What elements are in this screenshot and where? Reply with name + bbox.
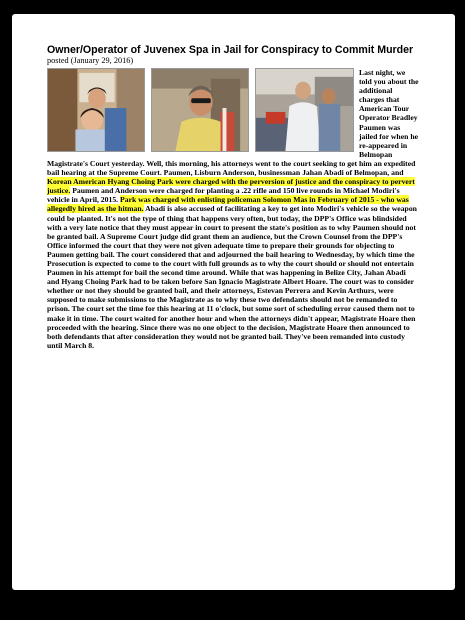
photo-woman-escorted: [47, 68, 145, 152]
posted-date: posted (January 29, 2016): [47, 56, 134, 65]
document-page: [12, 14, 455, 590]
body-text-1: Last night, we told you about the additional charges that American Tour Operator Bradley Paumen was jailed for when he re-appeared in Belmopan Magistrate's Court yesterday. Well, this morning, his attorneys went to the court seeking to get him an expedited bail hearing at the Supreme Court. Paumen, Lisburn Anderson, businessman Jahan Abadi of Belmopan, and: [47, 68, 419, 178]
article: [47, 44, 419, 350]
highlighted-hitman-detail: Park was charged with enlisting policeman Solomon Mas in February of 2015 - who was allegedly hired as the hitman.: [47, 195, 409, 214]
highlighted-charge-park: Korean American Hyang Choing Park were charged with the perversion of justice and the conspiracy to pervert justice.: [47, 177, 415, 196]
body-text-3: Abadi is also accused of facilitating a key to get into Modiri's vehicle so the weapon could be planted. It's not the type of thing that happens very often, but today, the DPP's Office was blindsided with a very late notice that they must appear in court to present the state's position as to why Paumen should not be granted bail. A Supreme Court judge did grant them an audience, but the Crown Counsel from the DPP's Office informed the court that they were not given adequate time to prepare their grounds for objecting to Paumen getting bail. The court considered that and adjourned the bail hearing to Wednesday, by which time the Prosecution is expected to come to the court with full grounds as to why the court should or should not entertain Paumen in his attempt for bail the second time around. While that was happening in Belize City, Jahan Abadi and Hyang Choing Park had to be taken before San Ignacio Magistrate Albert Hoare. The court was to consider whether or not they should be granted bail, and their attorneys, Estevan Perrera and Kevin Arthurs, were supposed to make submissions to the Magistrate as to why these two defendants should not be remanded to prison. The court set the time for this hearing at 11 o'clock, but some sort of scheduling error caused them not to make it in time. The court waited for another hour and when the attorneys didn't appear, Magistrate Hoare then proceeded with the hearing. Since there was no one object to the decision, Magistrate Hoare then announced to both defendants that after consideration they would not be granted bail. They've been remanded into custody until March 8.: [47, 204, 417, 350]
body-text-2: Paumen and Anderson were charged for planting a .22 rifle and 150 live rounds in Michael Modiri's vehicle in April, 2015.: [47, 186, 400, 205]
photo-police-escort: [255, 68, 354, 152]
photo-strip: [47, 68, 355, 152]
photo-man-sunglasses: [151, 68, 249, 152]
article-title: Owner/Operator of Juvenex Spa in Jail for Conspiracy to Commit Murder: [47, 44, 414, 56]
